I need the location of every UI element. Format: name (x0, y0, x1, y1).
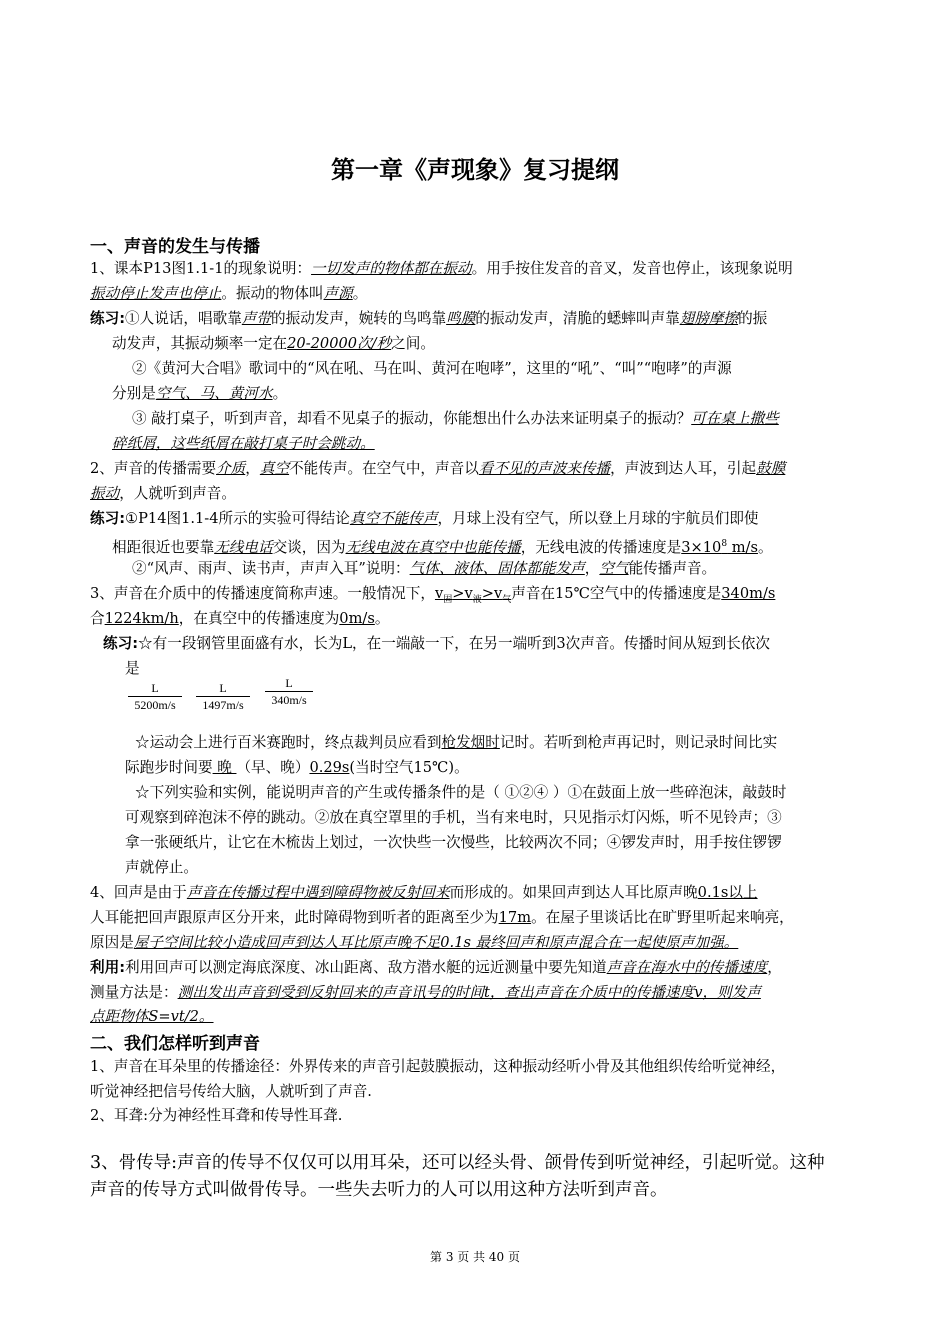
paragraph-5-line-3: 点距物体S=vt/2。 (90, 1008, 214, 1025)
paragraph-2-line-1: 2、声音的传播需要介质，真空不能传声。在空气中，声音以看不见的声波来传播，声波到达人耳，引起鼓膜 (90, 460, 786, 477)
paragraph-4-line-3: 原因是屋子空间比较小造成回声到达人耳比原声晚不足0.1s 最终回声和原声混合在一起使原声加强。 (90, 934, 739, 951)
section-2-paragraph-3-line-1: 3、骨传导:声音的传导不仅仅可以用耳朵，还可以经头骨、颌骨传到听觉神经，引起听觉。这种 (90, 1153, 825, 1173)
exercise-8-line-4: 声就停止。 (125, 859, 198, 876)
exercise-1-line-1: 练习:①人说话，唱歌靠声带的振动发声，婉转的鸟鸣靠鸣膜的振动发声，清脆的蟋蟀叫声靠翅膀摩擦的振 (90, 310, 768, 327)
exercise-5-line: ②“风声、雨声、读书声，声声入耳”说明：气体、液体、固体都能发声，空气能传播声音。 (132, 560, 717, 577)
exercise-4-line-2: 相距很近也要靠无线电话交谈，因为无线电波在真空中也能传播，无线电波的传播速度是$3\times 10^8$ m/s。 (112, 538, 773, 556)
section-2-paragraph-1-line-2: 听觉神经把信号传给大脑，人就听到了声音. (90, 1083, 372, 1100)
section-heading-1: 一、声音的发生与传播 (90, 237, 260, 257)
exercise-8-line-2: 可观察到碎泡沫不停的跳动。②放在真空罩里的手机，当有来电时，只见指示灯闪烁，听不见铃声；③ (125, 809, 782, 826)
fraction-water: $\frac{L}{1497m/s}$ (196, 681, 250, 713)
paragraph-5-line-1: 利用:利用回声可以测定海底深度、冰山距离、敌方潜水艇的远近测量中要先知道声音在海水中的传播速度， (90, 959, 782, 976)
paragraph-3-line-1: 3、声音在介质中的传播速度简称声速。一般情况下，$v_固>v_液>v_气$声音在15℃空气中的传播速度是340m/s (90, 585, 776, 605)
exercise-6-line-2: 是 (125, 660, 140, 677)
exercise-7-line-2: 际跑步时间要 晚 （早、晚）0.29s(当时空气15℃)。 (125, 759, 469, 776)
page-footer: 第 3 页 共 40 页 (430, 1250, 520, 1264)
section-2-paragraph-3-line-2: 声音的传导方式叫做骨传导。一些失去听力的人可以用这种方法听到声音。 (90, 1180, 668, 1200)
section-2-paragraph-1-line-1: 1、声音在耳朵里的传播途径：外界传来的声音引起鼓膜振动，这种振动经听小骨及其他组织传给听觉神经， (90, 1058, 786, 1075)
exercise-7-line-1: ☆运动会上进行百米赛跑时，终点裁判员应看到枪发烟时记时。若听到枪声再记时，则记录时间比实 (135, 734, 778, 751)
section-2-paragraph-2: 2、耳聋:分为神经性耳聋和传导性耳聋. (90, 1107, 343, 1124)
exercise-1-line-2: 动发声，其振动频率一定在20-20000次/秒之间。 (112, 335, 435, 352)
exercise-4-line-1: 练习:①P14图1.1-4所示的实验可得结论真空不能传声，月球上没有空气，所以登上月球的宇航员们即使 (90, 510, 759, 527)
exercise-2-line-2: 分别是空气、马、黄河水。 (112, 385, 288, 402)
exercise-3-line-1: ③ 敲打桌子，听到声音，却看不见桌子的振动，你能想出什么办法来证明桌子的振动？可在桌上撒些 (132, 410, 779, 427)
exercise-2-line-1: ②《黄河大合唱》歌词中的“风在吼、马在叫、黄河在咆哮”，这里的“吼”、“叫”“咆哮”的声源 (132, 360, 732, 377)
exercise-3-line-2: 碎纸屑，这些纸屑在敲打桌子时会跳动。 (112, 435, 375, 452)
paragraph-5-line-2: 测量方法是：测出发出声音到受到反射回来的声音讯号的时间t，查出声音在介质中的传播速度v，则发声 (90, 984, 761, 1001)
exercise-8-line-1: ☆下列实验和实例，能说明声音的产生或传播条件的是（ ①②④ ）①在鼓面上放一些碎泡沫，敲鼓时 (135, 784, 787, 801)
exercise-8-line-3: 拿一张硬纸片，让它在木梳齿上划过，一次快些一次慢些，比较两次不同；④锣发声时，用手按住锣锣 (125, 834, 782, 851)
fraction-air: $\frac{L}{340m/s}$ (265, 676, 313, 708)
page-title: 第一章《声现象》复习提纲 (331, 156, 619, 184)
exercise-6-line-1: 练习:☆有一段钢管里面盛有水，长为L，在一端敲一下，在另一端听到3次声音。传播时间从短到长依次 (103, 635, 770, 652)
paragraph-1-line-1: 1、课本P13图1.1-1的现象说明：一切发声的物体都在振动。用手按住发音的音叉，发音也停止，该现象说明 (90, 260, 793, 277)
paragraph-1-line-2: 振动停止发声也停止。振动的物体叫声源。 (90, 285, 368, 302)
paragraph-3-line-2: 合1224km/h，在真空中的传播速度为0m/s。 (90, 610, 390, 627)
paragraph-4-line-2: 人耳能把回声跟原声区分开来，此时障碍物到听者的距离至少为17m。在屋子里谈话比在旷野里听起来响亮， (90, 909, 794, 926)
fraction-steel: $\frac{L}{5200m/s}$ (128, 681, 182, 713)
paragraph-2-line-2: 振动，人就听到声音。 (90, 485, 236, 502)
section-heading-2: 二、我们怎样听到声音 (90, 1034, 260, 1054)
paragraph-4-line-1: 4、回声是由于声音在传播过程中遇到障碍物被反射回来而形成的。如果回声到达人耳比原声晚0.1s以上 (90, 884, 758, 901)
